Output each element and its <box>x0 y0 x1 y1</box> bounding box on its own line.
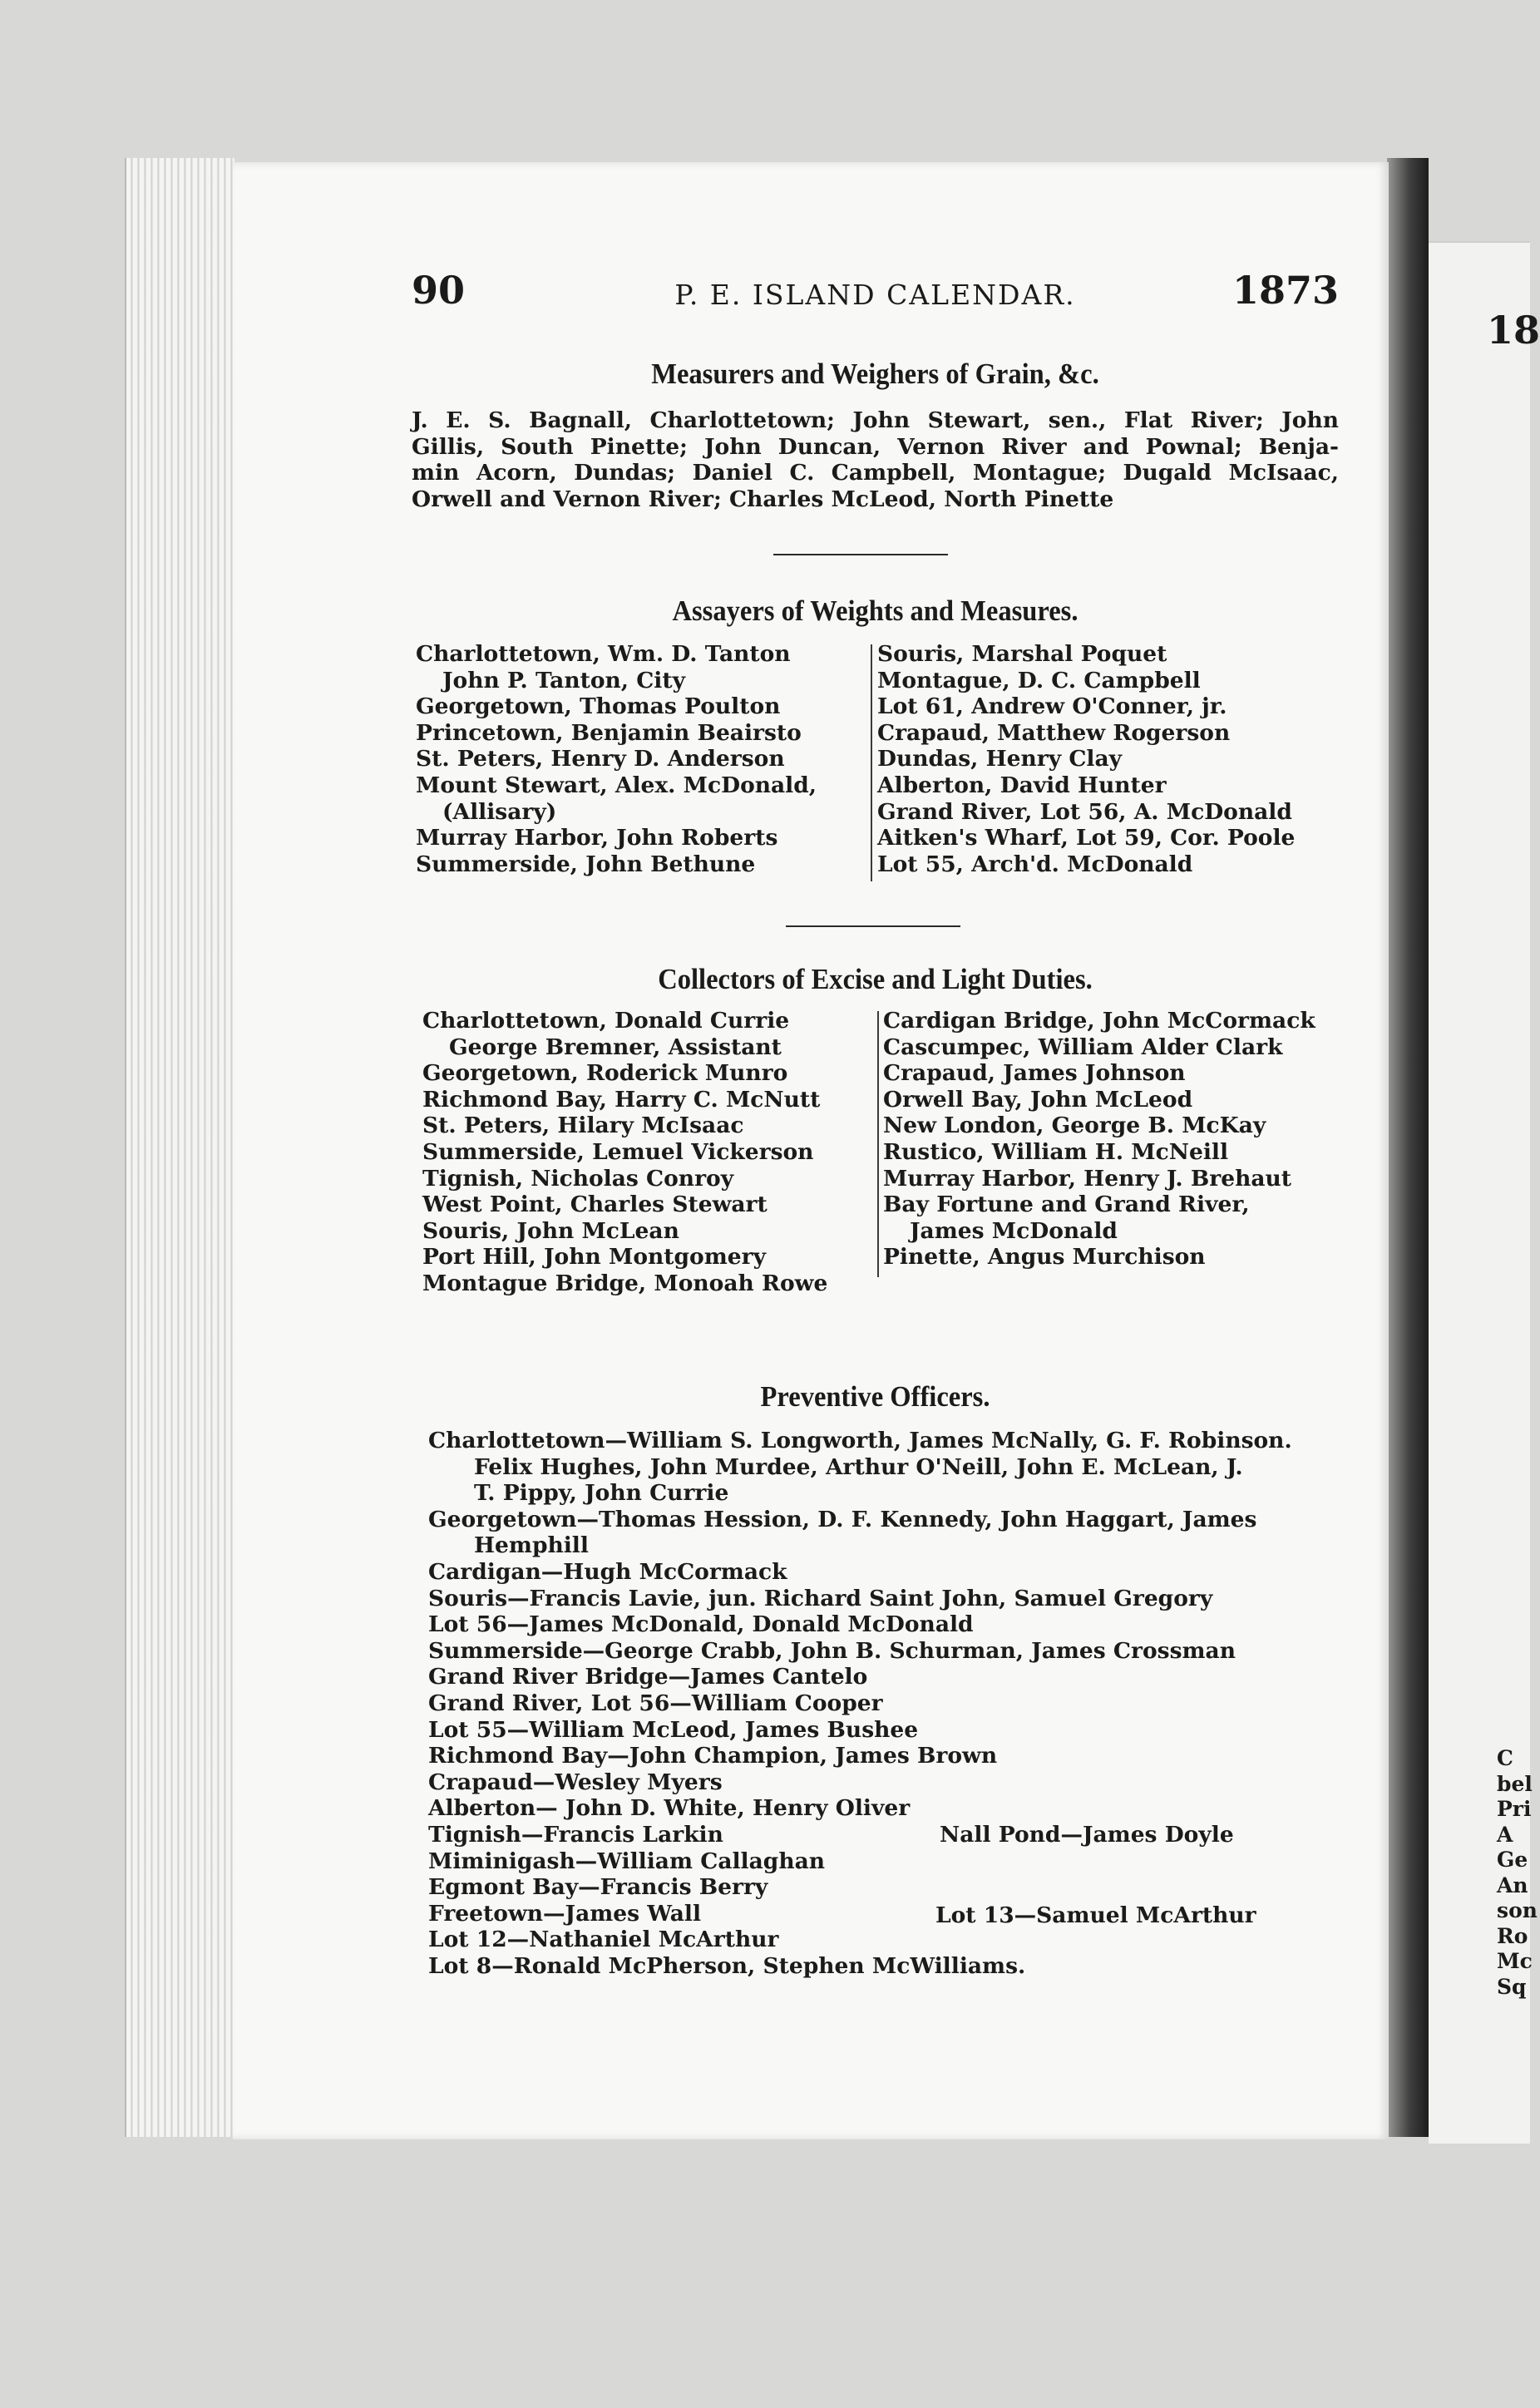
assayer-entry: John P. Tanton, City <box>442 667 686 693</box>
preventive-entry: Alberton— John D. White, Henry Oliver <box>428 1795 911 1822</box>
paragraph-line: Orwell and Vernon River; Charles McLeod, North Pinette <box>412 486 1114 512</box>
section-rule <box>786 925 960 927</box>
preventive-entry: Grand River Bridge—James Cantelo <box>428 1664 868 1690</box>
collector-entry: Summerside, Lemuel Vickerson <box>422 1138 814 1165</box>
preventive-entry: Summerside—George Crabb, John B. Schurman, James Crossman <box>428 1637 1236 1664</box>
preventive-entry: Crapaud—Wesley Myers <box>428 1769 723 1795</box>
preventive-entry: Cardigan—Hugh McCormack <box>428 1558 787 1585</box>
preventive-entry: Egmont Bay—Francis Berry <box>428 1874 768 1901</box>
measurers-paragraph <box>412 407 1339 512</box>
collector-entry: Georgetown, Roderick Munro <box>422 1060 788 1087</box>
preventive-entry: Tignish—Francis Larkin <box>428 1821 723 1848</box>
facing-page-fragment: Sq <box>1497 1974 1527 1999</box>
facing-page-header: 18 <box>1487 308 1540 353</box>
collector-entry: Montague Bridge, Monoah Rowe <box>422 1270 828 1296</box>
assayer-entry: Lot 61, Andrew O'Conner, jr. <box>877 693 1227 720</box>
facing-page-text-fragments <box>1497 1746 1538 2000</box>
facing-page-fragment: Ge <box>1497 1848 1528 1872</box>
collector-entry: Crapaud, James Johnson <box>883 1060 1186 1087</box>
preventive-entry: Miminigash—William Callaghan <box>428 1848 826 1874</box>
collector-entry: Pinette, Angus Murchison <box>883 1244 1206 1271</box>
book-gutter <box>1387 158 1429 2137</box>
collector-entry: West Point, Charles Stewart <box>422 1192 768 1218</box>
collector-entry: Bay Fortune and Grand River, <box>883 1192 1250 1218</box>
collectors-left-column <box>422 1008 827 1297</box>
assayer-entry: Mount Stewart, Alex. McDonald, <box>416 772 817 798</box>
running-head <box>412 268 1339 318</box>
collector-entry: New London, George B. McKay <box>883 1113 1266 1139</box>
collector-entry: James McDonald <box>910 1217 1118 1244</box>
measurers-heading: Measurers and Weighers of Grain, &c. <box>651 358 1099 390</box>
assayer-entry: Charlottetown, Wm. D. Tanton <box>416 641 791 667</box>
assayer-entry: Princetown, Benjamin Beairsto <box>416 719 802 746</box>
assayer-entry: Montague, D. C. Campbell <box>877 667 1201 693</box>
assayer-entry: Alberton, David Hunter <box>877 772 1167 798</box>
assayer-entry: St. Peters, Henry D. Anderson <box>416 746 785 772</box>
preventive-entry: Freetown—James Wall <box>428 1900 702 1927</box>
facing-page-fragment: C <box>1497 1746 1513 1770</box>
preventive-entry: Grand River, Lot 56—William Cooper <box>428 1690 883 1716</box>
facing-page-fragment: son <box>1497 1898 1538 1922</box>
collector-entry: Charlottetown, Donald Currie <box>422 1008 790 1034</box>
preventive-entry: T. Pippy, John Currie <box>474 1480 729 1507</box>
assayer-entry: Murray Harbor, John Roberts <box>416 825 778 851</box>
side-note-nall-pond: Nall Pond—James Doyle <box>940 1822 1234 1848</box>
collector-entry: Souris, John McLean <box>422 1217 679 1244</box>
facing-page-fragment: Mc <box>1497 1949 1533 1973</box>
collector-entry: St. Peters, Hilary McIsaac <box>422 1113 744 1139</box>
page-number: 90 <box>412 268 466 313</box>
preventive-entry: Charlottetown—William S. Longworth, James McNally, G. F. Robinson. <box>428 1428 1292 1453</box>
collector-entry: Tignish, Nicholas Conroy <box>422 1165 734 1192</box>
page-stack-edges <box>125 158 234 2137</box>
assayer-entry: Aitken's Wharf, Lot 59, Cor. Poole <box>877 825 1296 851</box>
assayer-entry: (Allisary) <box>442 798 557 825</box>
assayers-left-column <box>416 641 817 877</box>
column-divider <box>871 644 872 881</box>
column-divider <box>877 1011 879 1277</box>
assayer-entry: Grand River, Lot 56, A. McDonald <box>877 798 1292 825</box>
collector-entry: Richmond Bay, Harry C. McNutt <box>422 1086 821 1113</box>
collector-entry: Murray Harbor, Henry J. Brehaut <box>883 1165 1292 1192</box>
facing-page-fragment: Ro <box>1497 1923 1528 1948</box>
assayers-heading: Assayers of Weights and Measures. <box>672 595 1078 627</box>
side-note-lot-13: Lot 13—Samuel McArthur <box>935 1902 1256 1928</box>
preventive-entry: Lot 12—Nathaniel McArthur <box>428 1927 779 1953</box>
facing-page-fragment: Pri <box>1497 1797 1532 1821</box>
preventive-entry: Souris—Francis Lavie, jun. Richard Saint John, Samuel Gregory <box>428 1585 1213 1611</box>
assayer-entry: Georgetown, Thomas Poulton <box>416 693 781 720</box>
collector-entry: Port Hill, John Montgomery <box>422 1244 766 1271</box>
assayer-entry: Dundas, Henry Clay <box>877 746 1123 772</box>
assayers-right-column <box>877 641 1295 877</box>
preventive-entry: Georgetown—Thomas Hession, D. F. Kennedy, John Haggart, James <box>428 1506 1257 1532</box>
collector-entry: Cascumpec, William Alder Clark <box>883 1034 1283 1060</box>
assayer-entry: Lot 55, Arch'd. McDonald <box>877 851 1193 877</box>
preventive-entry: Lot 56—James McDonald, Donald McDonald <box>428 1611 974 1638</box>
paragraph-line: J. E. S. Bagnall, Charlottetown; John Stewart, sen., Flat River; John <box>412 407 1339 433</box>
facing-page-fragment: A <box>1497 1822 1513 1847</box>
section-rule <box>773 554 948 555</box>
preventive-heading: Preventive Officers. <box>760 1380 990 1413</box>
collector-entry: George Bremner, Assistant <box>449 1034 782 1060</box>
preventive-entry: Richmond Bay—John Champion, James Brown <box>428 1743 998 1769</box>
collector-entry: Cardigan Bridge, John McCormack <box>883 1008 1315 1034</box>
paragraph-line: min Acorn, Dundas; Daniel C. Campbell, Montague; Dugald McIsaac, <box>412 460 1339 486</box>
collector-entry: Orwell Bay, John McLeod <box>883 1086 1193 1113</box>
preventive-entry: Lot 55—William McLeod, James Bushee <box>428 1716 919 1743</box>
running-title: P. E. ISLAND CALENDAR. <box>674 279 1076 311</box>
collectors-right-column <box>883 1008 1315 1271</box>
preventive-entry: Hemphill <box>474 1532 589 1559</box>
assayer-entry: Summerside, John Bethune <box>416 851 756 877</box>
paragraph-line: Gillis, South Pinette; John Duncan, Vernon River and Pownal; Benja- <box>412 433 1339 460</box>
preventive-entry: Felix Hughes, John Murdee, Arthur O'Neill, John E. McLean, J. <box>474 1453 1243 1480</box>
collectors-heading: Collectors of Excise and Light Duties. <box>658 963 1093 995</box>
assayer-entry: Crapaud, Matthew Rogerson <box>877 719 1231 746</box>
facing-page-fragment: An <box>1497 1873 1528 1897</box>
preventive-officers-list <box>428 1428 1292 1979</box>
collector-entry: Rustico, William H. McNeill <box>883 1138 1229 1165</box>
running-year: 1873 <box>1232 268 1339 313</box>
assayer-entry: Souris, Marshal Poquet <box>877 641 1167 667</box>
preventive-entry: Lot 8—Ronald McPherson, Stephen McWilliams. <box>428 1952 1026 1979</box>
facing-page-fragment: bel <box>1497 1771 1533 1796</box>
